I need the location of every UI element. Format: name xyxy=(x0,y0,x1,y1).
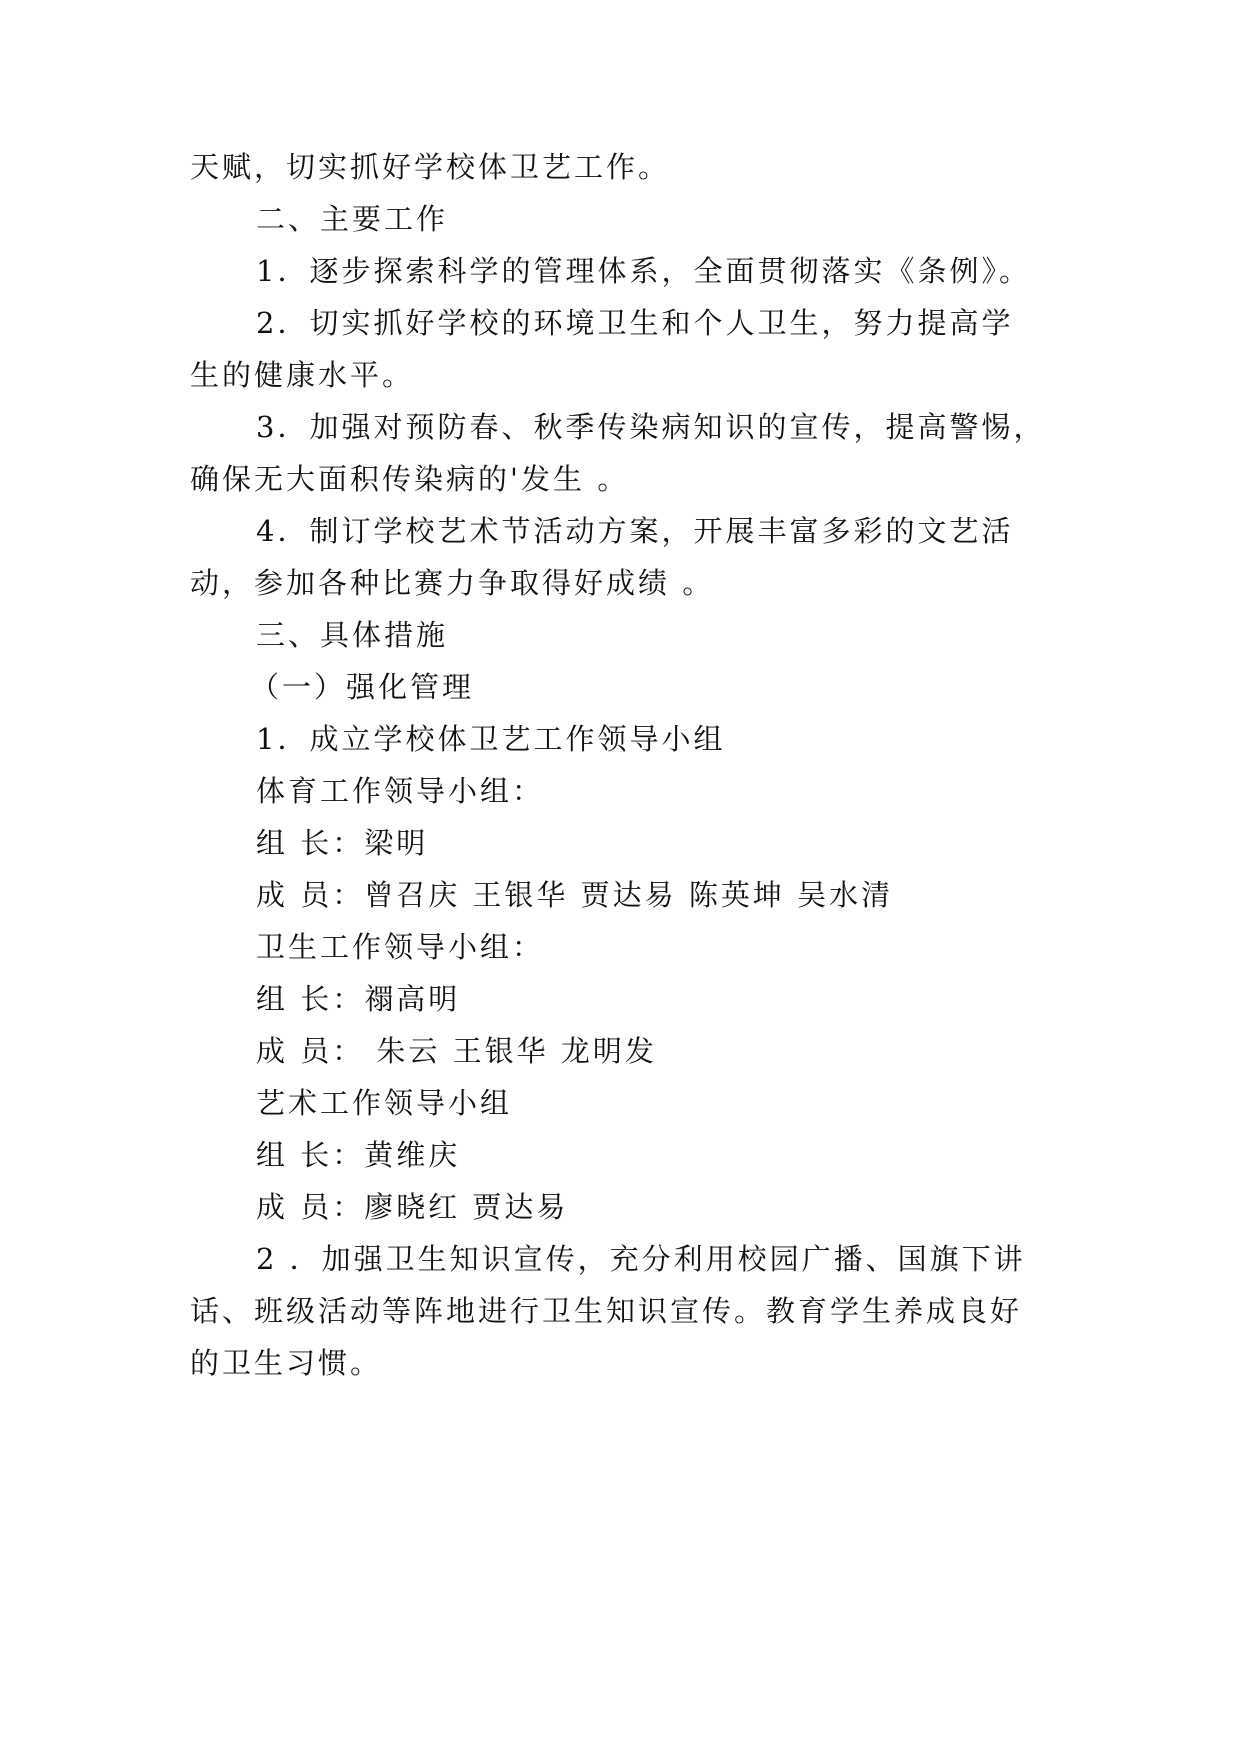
group-members: 成 员：廖晓红 贾达易 xyxy=(256,1190,569,1224)
list-item: 2 ．加强卫生知识宣传，充分利用校园广播、国旗下讲 xyxy=(256,1242,1026,1276)
list-item: 1．成立学校体卫艺工作领导小组 xyxy=(256,722,726,756)
group-leader: 组 长：梁明 xyxy=(256,826,429,860)
group-title: 体育工作领导小组： xyxy=(256,774,545,808)
list-item: 3．加强对预防春、秋季传染病知识的宣传，提高警惕， xyxy=(256,410,1046,444)
group-title: 卫生工作领导小组： xyxy=(256,930,545,964)
paragraph-line: 的卫生习惯。 xyxy=(190,1346,383,1380)
section-heading: 二、主要工作 xyxy=(256,202,449,236)
paragraph-line: 天赋，切实抓好学校体卫艺工作。 xyxy=(190,150,671,184)
list-item: 1．逐步探索科学的管理体系，全面贯彻落实《条例》。 xyxy=(256,254,1031,288)
section-heading: 三、具体措施 xyxy=(256,618,449,652)
subsection-heading: （一）强化管理 xyxy=(250,670,475,704)
group-title: 艺术工作领导小组 xyxy=(256,1086,513,1120)
group-leader: 组 长：黄维庆 xyxy=(256,1138,461,1172)
paragraph-line: 动，参加各种比赛力争取得好成绩 。 xyxy=(190,566,715,600)
group-leader: 组 长：禤高明 xyxy=(256,982,461,1016)
group-members: 成 员：曾召庆 王银华 贾达易 陈英坤 吴水清 xyxy=(256,878,894,912)
group-members: 成 员： 朱云 王银华 龙明发 xyxy=(256,1034,657,1068)
list-item: 2．切实抓好学校的环境卫生和个人卫生，努力提高学 xyxy=(256,306,1014,340)
list-item: 4．制订学校艺术节活动方案，开展丰富多彩的文艺活 xyxy=(256,514,1014,548)
paragraph-line: 确保无大面积传染病的'发生 。 xyxy=(190,462,630,496)
paragraph-line: 生的健康水平。 xyxy=(190,358,415,392)
paragraph-line: 话、班级活动等阵地进行卫生知识宣传。教育学生养成良好 xyxy=(190,1294,1023,1328)
